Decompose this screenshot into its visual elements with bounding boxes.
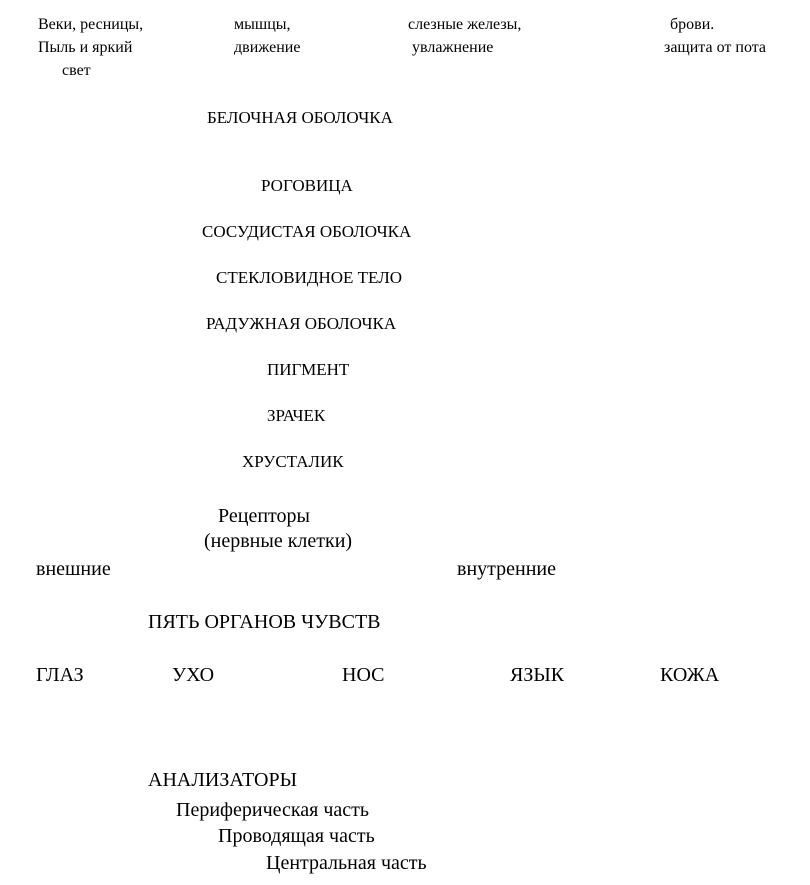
receptors-external: внешние bbox=[36, 558, 111, 580]
sense-organ-eye: ГЛАЗ bbox=[36, 664, 84, 686]
eye-part-cornea: РОГОВИЦА bbox=[261, 176, 353, 195]
protection-eyelids-function: Пыль и яркий bbox=[38, 39, 133, 56]
protection-brows-function: защита от пота bbox=[664, 39, 767, 56]
analyzers-title: АНАЛИЗАТОРЫ bbox=[148, 769, 298, 791]
protection-tear-glands-label: слезные железы, bbox=[408, 16, 522, 33]
receptors-internal: внутренние bbox=[457, 558, 556, 580]
protection-eyelids-function-cont: свет bbox=[62, 62, 91, 79]
senses-title: ПЯТЬ ОРГАНОВ ЧУВСТВ bbox=[148, 611, 381, 633]
sense-organ-ear: УХО bbox=[172, 664, 215, 686]
protection-tear-glands-function: увлажнение bbox=[412, 39, 494, 56]
protection-muscles-function: движение bbox=[234, 39, 301, 56]
protection-eyelids-label: Веки, ресницы, bbox=[38, 16, 144, 33]
protection-muscles-label: мышцы, bbox=[234, 16, 291, 33]
sense-organ-skin: КОЖА bbox=[660, 664, 720, 686]
analyzer-central-part: Центральная часть bbox=[266, 852, 427, 874]
eye-part-lens: ХРУСТАЛИК bbox=[242, 452, 344, 471]
eye-part-sclera: БЕЛОЧНАЯ ОБОЛОЧКА bbox=[207, 108, 393, 127]
analyzer-peripheral-part: Периферическая часть bbox=[176, 799, 370, 821]
sense-organ-nose: НОС bbox=[342, 664, 385, 686]
sense-organ-tongue: ЯЗЫК bbox=[510, 664, 565, 686]
eye-part-iris: РАДУЖНАЯ ОБОЛОЧКА bbox=[206, 314, 397, 333]
protection-brows-label: брови. bbox=[670, 16, 715, 33]
analyzer-conducting-part: Проводящая часть bbox=[218, 825, 375, 847]
receptors-subtitle: (нервные клетки) bbox=[204, 530, 353, 552]
receptors-title: Рецепторы bbox=[218, 505, 310, 527]
eye-part-vitreous-body: СТЕКЛОВИДНОЕ ТЕЛО bbox=[216, 268, 403, 287]
eye-part-pigment: ПИГМЕНТ bbox=[267, 360, 350, 379]
eye-part-choroid: СОСУДИСТАЯ ОБОЛОЧКА bbox=[202, 222, 412, 241]
eye-part-pupil: ЗРАЧЕК bbox=[267, 406, 326, 425]
